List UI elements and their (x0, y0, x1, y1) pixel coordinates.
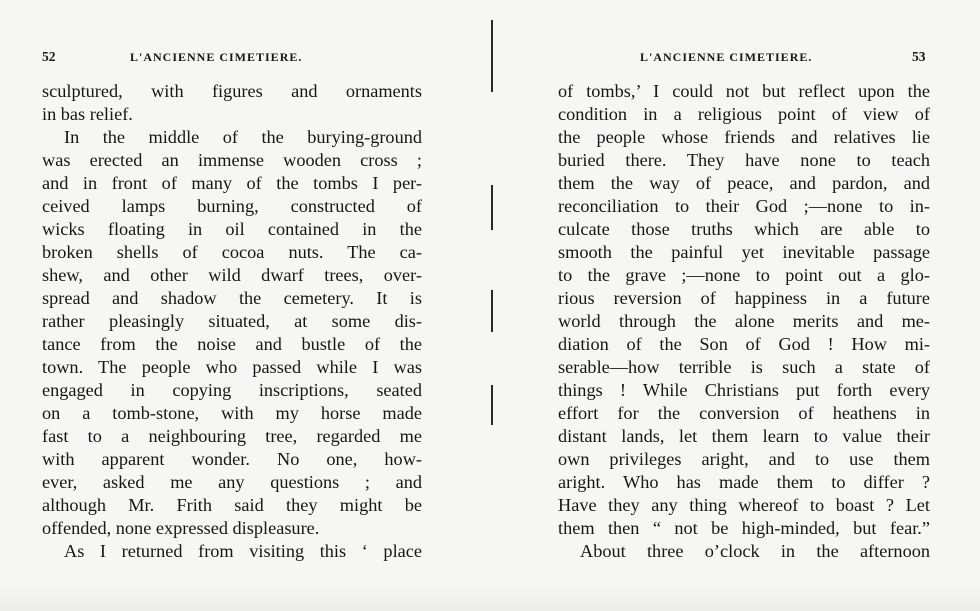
text-line: own privileges aright, and to use them (558, 449, 930, 469)
text-line: them then “ not be high-minded, but fear.” (558, 518, 930, 538)
text-line: aright. Who has made them to differ ? (558, 472, 930, 492)
text-line: of tombs,’ I could not but reflect upon the (558, 81, 930, 101)
text-line: town. The people who passed while I was (42, 357, 422, 377)
left-page-text (42, 80, 422, 563)
text-line: About three o’clock in the afternoon (580, 541, 930, 561)
text-line: to the grave ;—none to point out a glo- (558, 265, 930, 285)
text-line: ceived lamps burning, constructed of (42, 196, 422, 216)
text-line: buried there. They have none to teach (558, 150, 930, 170)
text-line: tance from the noise and bustle of the (42, 334, 422, 354)
text-line: ever, asked me any questions ; and (42, 472, 422, 492)
text-line: them the way of peace, and pardon, and (558, 173, 930, 193)
text-line: condition in a religious point of view of (558, 104, 930, 124)
right-running-head: L'ANCIENNE CIMETIERE. (640, 50, 813, 64)
text-line: culcate those truths which are able to (558, 219, 930, 239)
text-line: serable—how terrible is such a state of (558, 357, 930, 377)
text-line: diation of the Son of God ! How mi- (558, 334, 930, 354)
text-line: broken shells of cocoa nuts. The ca- (42, 242, 422, 262)
left-page-number: 52 (42, 49, 56, 64)
text-line: offended, none expressed displeasure. (42, 518, 320, 538)
text-line: in bas relief. (42, 104, 133, 124)
text-line: rather pleasingly situated, at some dis- (42, 311, 422, 331)
text-line: with apparent wonder. No one, how- (42, 449, 422, 469)
text-line: and in front of many of the tombs I per- (42, 173, 422, 193)
right-page (490, 0, 980, 611)
text-line: wicks floating in oil contained in the (42, 219, 422, 239)
right-page-number: 53 (912, 49, 926, 64)
text-line: on a tomb-stone, with my horse made (42, 403, 422, 423)
text-line: As I returned from visiting this ‘ place (64, 541, 422, 561)
text-line: shew, and other wild dwarf trees, over- (42, 265, 422, 285)
text-line: smooth the painful yet inevitable passage (558, 242, 930, 262)
text-line: distant lands, let them learn to value their (558, 426, 930, 446)
text-line: the people whose friends and relatives lie (558, 127, 930, 147)
text-line: fast to a neighbouring tree, regarded me (42, 426, 422, 446)
text-line: reconciliation to their God ;—none to in- (558, 196, 930, 216)
text-line: rious reversion of happiness in a future (558, 288, 930, 308)
text-line: was erected an immense wooden cross ; (42, 150, 422, 170)
text-line: spread and shadow the cemetery. It is (42, 288, 422, 308)
text-line: engaged in copying inscriptions, seated (42, 380, 422, 400)
text-line: sculptured, with figures and ornaments (42, 81, 422, 101)
text-line: world through the alone merits and me- (558, 311, 930, 331)
text-line: things ! While Christians put forth every (558, 380, 930, 400)
text-line: although Mr. Frith said they might be (42, 495, 422, 515)
left-running-head: L'ANCIENNE CIMETIERE. (130, 50, 303, 64)
text-line: Have they any thing whereof to boast ? Let (558, 495, 930, 515)
text-line: effort for the conversion of heathens in (558, 403, 930, 423)
right-page-text (558, 80, 930, 563)
page-bottom-shade (0, 585, 980, 611)
text-line: In the middle of the burying-ground (64, 127, 422, 147)
